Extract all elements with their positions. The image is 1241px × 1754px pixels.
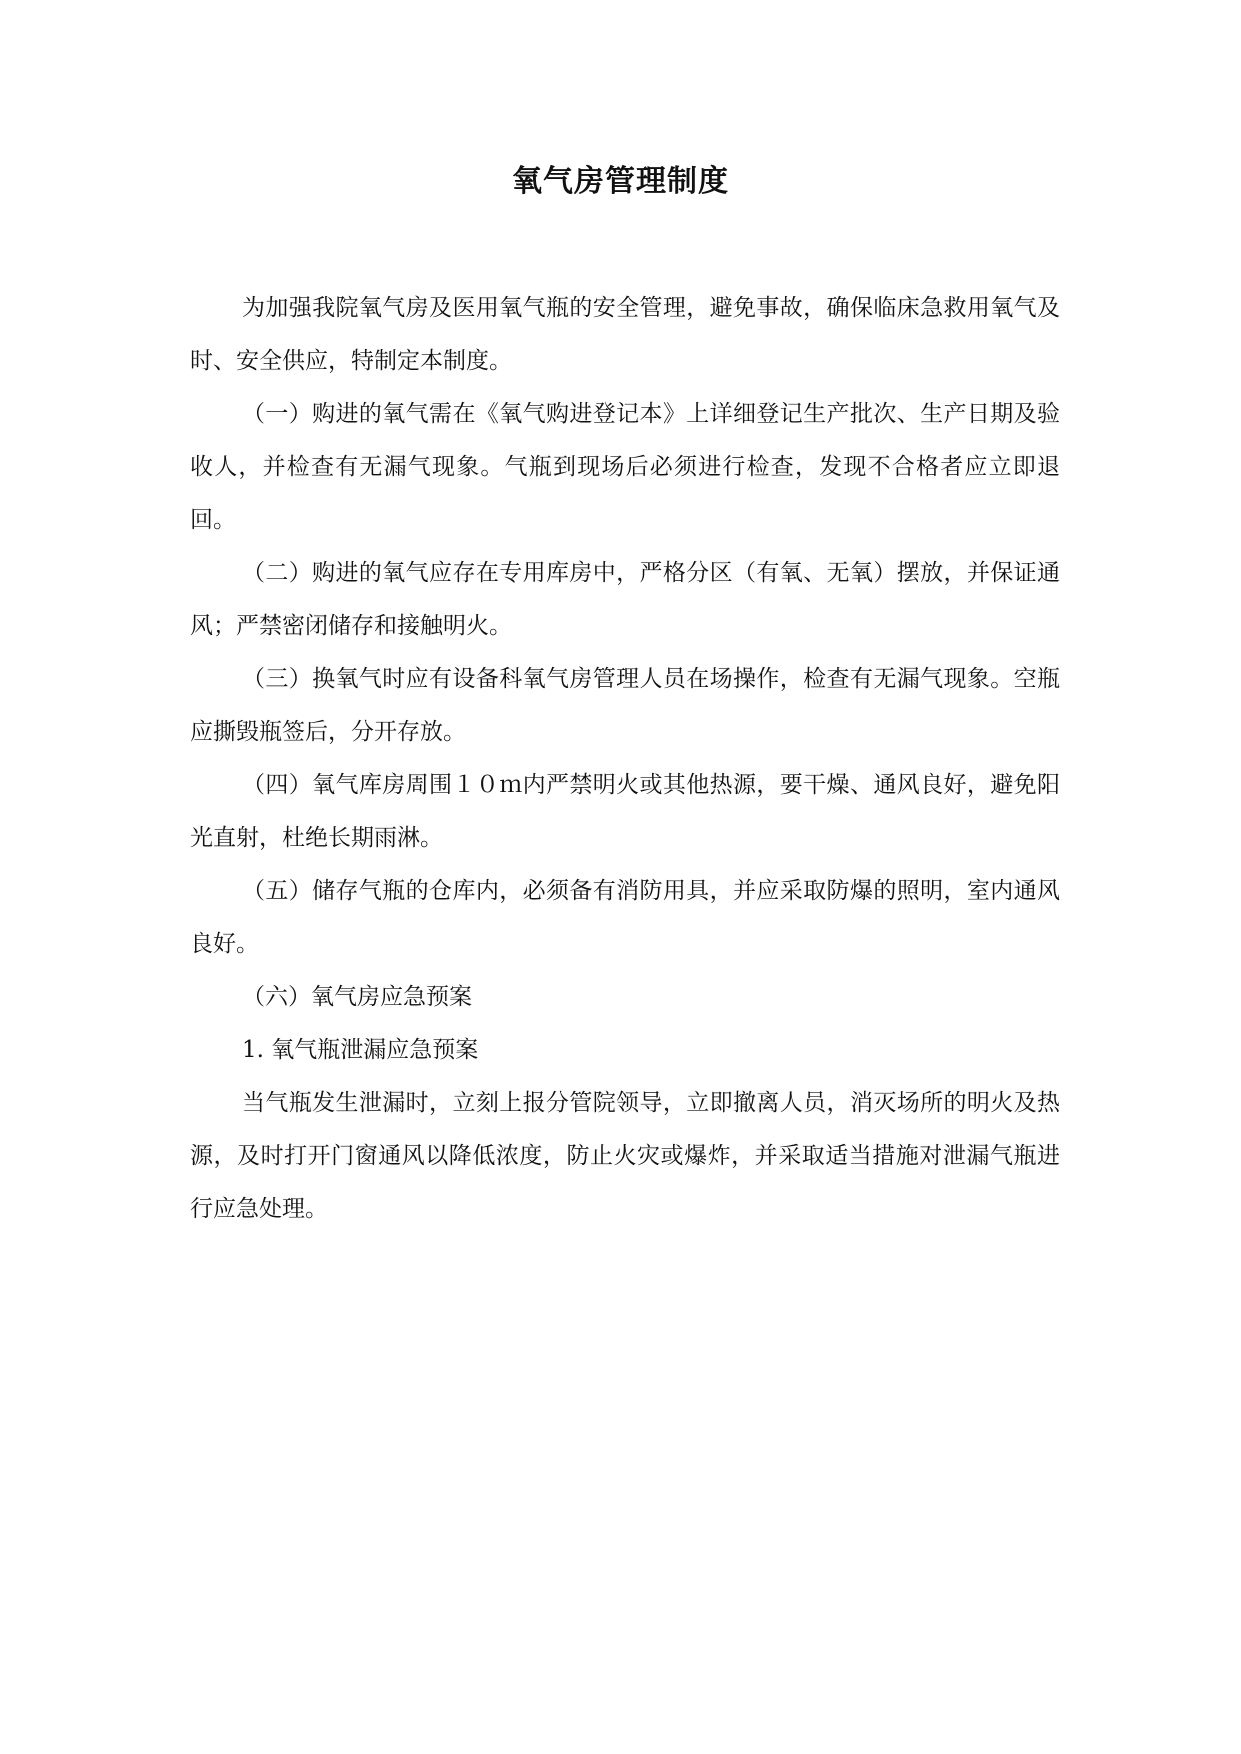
paragraph-intro: 为加强我院氧气房及医用氧气瓶的安全管理，避免事故，确保临床急救用氧气及时、安全供应，特制定本制度。 xyxy=(190,295,1060,374)
paragraph-subheading-leak-plan: 1. 氧气瓶泄漏应急预案 xyxy=(242,1037,479,1063)
paragraph-item-4: （四）氧气库房周围１０ｍ内严禁明火或其他热源，要干燥、通风良好，避免阳光直射，杜绝长期雨淋。 xyxy=(190,772,1060,851)
document-title: 氧气房管理制度 xyxy=(512,164,729,199)
paragraph-item-3: （三）换氧气时应有设备科氧气房管理人员在场操作，检查有无漏气现象。空瓶应撕毁瓶签后，分开存放。 xyxy=(190,666,1060,745)
paragraph-item-2: （二）购进的氧气应存在专用库房中，严格分区（有氧、无氧）摆放，并保证通风；严禁密闭储存和接触明火。 xyxy=(190,560,1060,639)
paragraph-item-1: （一）购进的氧气需在《氧气购进登记本》上详细登记生产批次、生产日期及验收人，并检查有无漏气现象。气瓶到现场后必须进行检查，发现不合格者应立即退回。 xyxy=(190,401,1060,533)
paragraph-item-5: （五）储存气瓶的仓库内，必须备有消防用具，并应采取防爆的照明，室内通风良好。 xyxy=(190,878,1060,957)
paragraph-leak-procedure: 当气瓶发生泄漏时，立刻上报分管院领导，立即撤离人员，消灭场所的明火及热源，及时打开门窗通风以降低浓度，防止火灾或爆炸，并采取适当措施对泄漏气瓶进行应急处理。 xyxy=(190,1090,1060,1222)
document-body xyxy=(190,282,1060,1236)
paragraph-item-6-heading: （六）氧气房应急预案 xyxy=(242,984,472,1010)
